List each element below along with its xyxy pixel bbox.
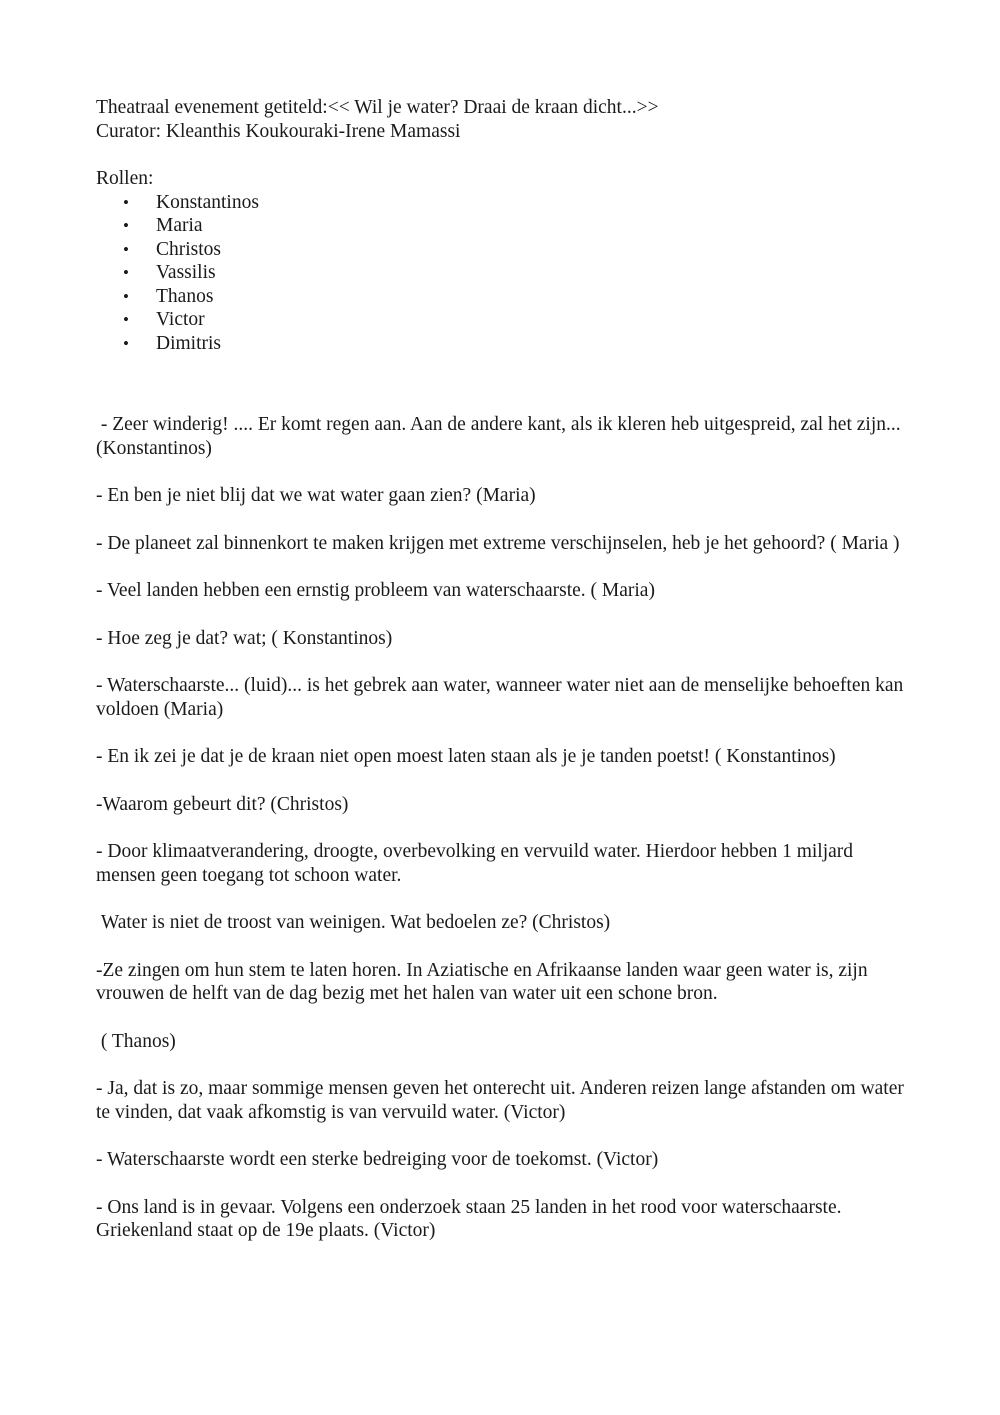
role-name: Christos (156, 238, 222, 260)
role-name: Vassilis (156, 262, 216, 283)
bullet-icon: • (123, 216, 129, 235)
role-item (96, 214, 906, 238)
role-name: Konstantinos (156, 191, 259, 213)
dialogue-line: - Hoe zeg je dat? wat; ( Konstantinos) (96, 627, 393, 649)
dialogue-line: - Waterschaarste wordt een sterke bedreiging voor de toekomst. (Victor) (96, 1149, 659, 1170)
bullet-icon: • (123, 333, 129, 353)
dialogue-line: Water is niet de troost van weinigen. Wat bedoelen ze? (Christos) (96, 912, 611, 933)
dialogue-section (96, 413, 909, 1243)
bullet-icon: • (123, 286, 129, 306)
bullet-icon: • (123, 192, 129, 212)
dialogue-line: -Ze zingen om hun stem te laten horen. In Aziatische en Afrikaanse landen waar geen water is, zijn vrouwen de helft van de dag bezig met het halen van water uit een schone bron. (96, 959, 873, 1004)
roles-heading: Rollen: (96, 168, 154, 189)
dialogue-line: - Ja, dat is zo, maar sommige mensen geven het onterecht uit. Anderen reizen lange afstanden om water te vinden, dat vaak afkomstig is van vervuild water. (Victor) (96, 1078, 909, 1123)
spacer (96, 143, 906, 167)
dialogue-line: - Zeer winderig! .... Er komt regen aan. Aan de andere kant, als ik kleren heb uitgespreid, zal het zijn... (Konstantinos) (96, 414, 906, 459)
dialogue-line: - En ben je niet blij dat we wat water gaan zien? (Maria) (96, 485, 536, 506)
document-page (96, 96, 909, 1267)
role-item (96, 261, 906, 285)
dialogue-line: - Waterschaarste... (luid)... is het gebrek aan water, wanneer water niet aan de menselijke behoeften kan voldoen (Maria) (96, 675, 909, 720)
role-item (96, 332, 906, 356)
role-name: Thanos (156, 285, 214, 307)
bullet-icon: • (123, 239, 129, 259)
dialogue-line: - Door klimaatverandering, droogte, overbevolking en vervuild water. Hierdoor hebben 1 miljard mensen geen toegang tot schoon water. (96, 841, 858, 886)
document-title: Theatraal evenement getiteld:<< Wil je water? Draai de kraan dicht...>> (96, 97, 659, 118)
role-item (96, 285, 906, 309)
dialogue-line: - En ik zei je dat je de kraan niet open moest laten staan als je je tanden poetst! ( Konstantinos) (96, 746, 836, 767)
bullet-icon: • (123, 310, 129, 329)
dialogue-line: - Veel landen hebben een ernstig probleem van waterschaarste. ( Maria) (96, 580, 655, 601)
bullet-icon: • (123, 263, 129, 282)
dialogue-line: - De planeet zal binnenkort te maken krijgen met extreme verschijnselen, heb je het gehoord? ( Maria ) (96, 532, 900, 554)
role-name: Maria (156, 215, 203, 236)
dialogue-line: ( Thanos) (96, 1030, 176, 1052)
role-item (96, 191, 906, 215)
role-name: Dimitris (156, 332, 222, 354)
roles-list (96, 191, 906, 356)
role-name: Victor (156, 309, 205, 330)
curator-line: Curator: Kleanthis Koukouraki-Irene Mamassi (96, 120, 461, 142)
role-item (96, 238, 906, 262)
dialogue-line: - Ons land is in gevaar. Volgens een onderzoek staan 25 landen in het rood voor waterschaarste. Griekenland staat op de 19e plaats. (Victor) (96, 1196, 847, 1241)
role-item (96, 308, 906, 332)
dialogue-line: -Waarom gebeurt dit? (Christos) (96, 793, 349, 815)
